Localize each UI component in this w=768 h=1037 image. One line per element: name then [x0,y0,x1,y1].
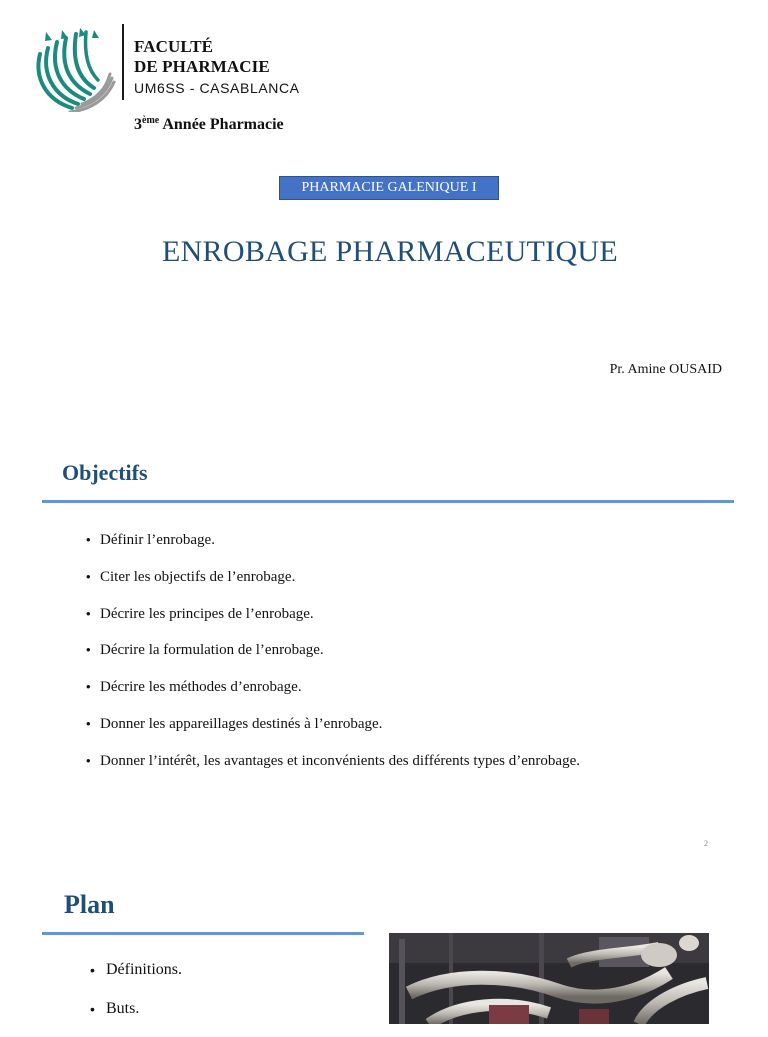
presentation-title: ENROBAGE PHARMACEUTIQUE [161,235,619,268]
objective-item: • Définir l’enrobage. [86,529,580,566]
year-superscript: ème [142,115,160,126]
plan-item: • Buts. [90,998,182,1037]
objectives-heading: Objectifs [62,460,148,485]
objective-item: • Décrire la formulation de l’enrobage. [86,639,580,676]
plan-heading: Plan [64,890,115,919]
coating-machine-photo [389,933,709,1024]
author-name: Pr. Amine OUSAID [609,362,722,377]
plan-list [90,959,182,1037]
objectives-list [86,529,580,787]
objective-item: • Décrire les méthodes d’enrobage. [86,676,580,713]
objective-item: • Donner les appareillages destinés à l’enrobage. [86,713,580,750]
year-number: 3 [134,116,142,133]
faculty-university: UM6SS - CASABLANCA [134,80,300,96]
faculty-name-line1: FACULTÉ [134,37,214,56]
objectives-underline [42,500,734,503]
objective-item: • Décrire les principes de l’enrobage. [86,603,580,640]
plan-item: • Définitions. [90,959,182,998]
course-badge: PHARMACIE GALENIQUE I [279,176,499,200]
plan-underline [42,932,364,935]
faculty-logo-icon [32,26,118,112]
objective-item: • Citer les objectifs de l’enrobage. [86,566,580,603]
objective-item: • Donner l’intérêt, les avantages et inconvénients des différents types d’enrobage. [86,750,580,787]
page-number: 2 [704,839,708,848]
faculty-name-line2: DE PHARMACIE [134,57,270,76]
logo-divider [122,24,124,100]
study-year [134,116,284,134]
year-label: Année Pharmacie [162,116,284,133]
